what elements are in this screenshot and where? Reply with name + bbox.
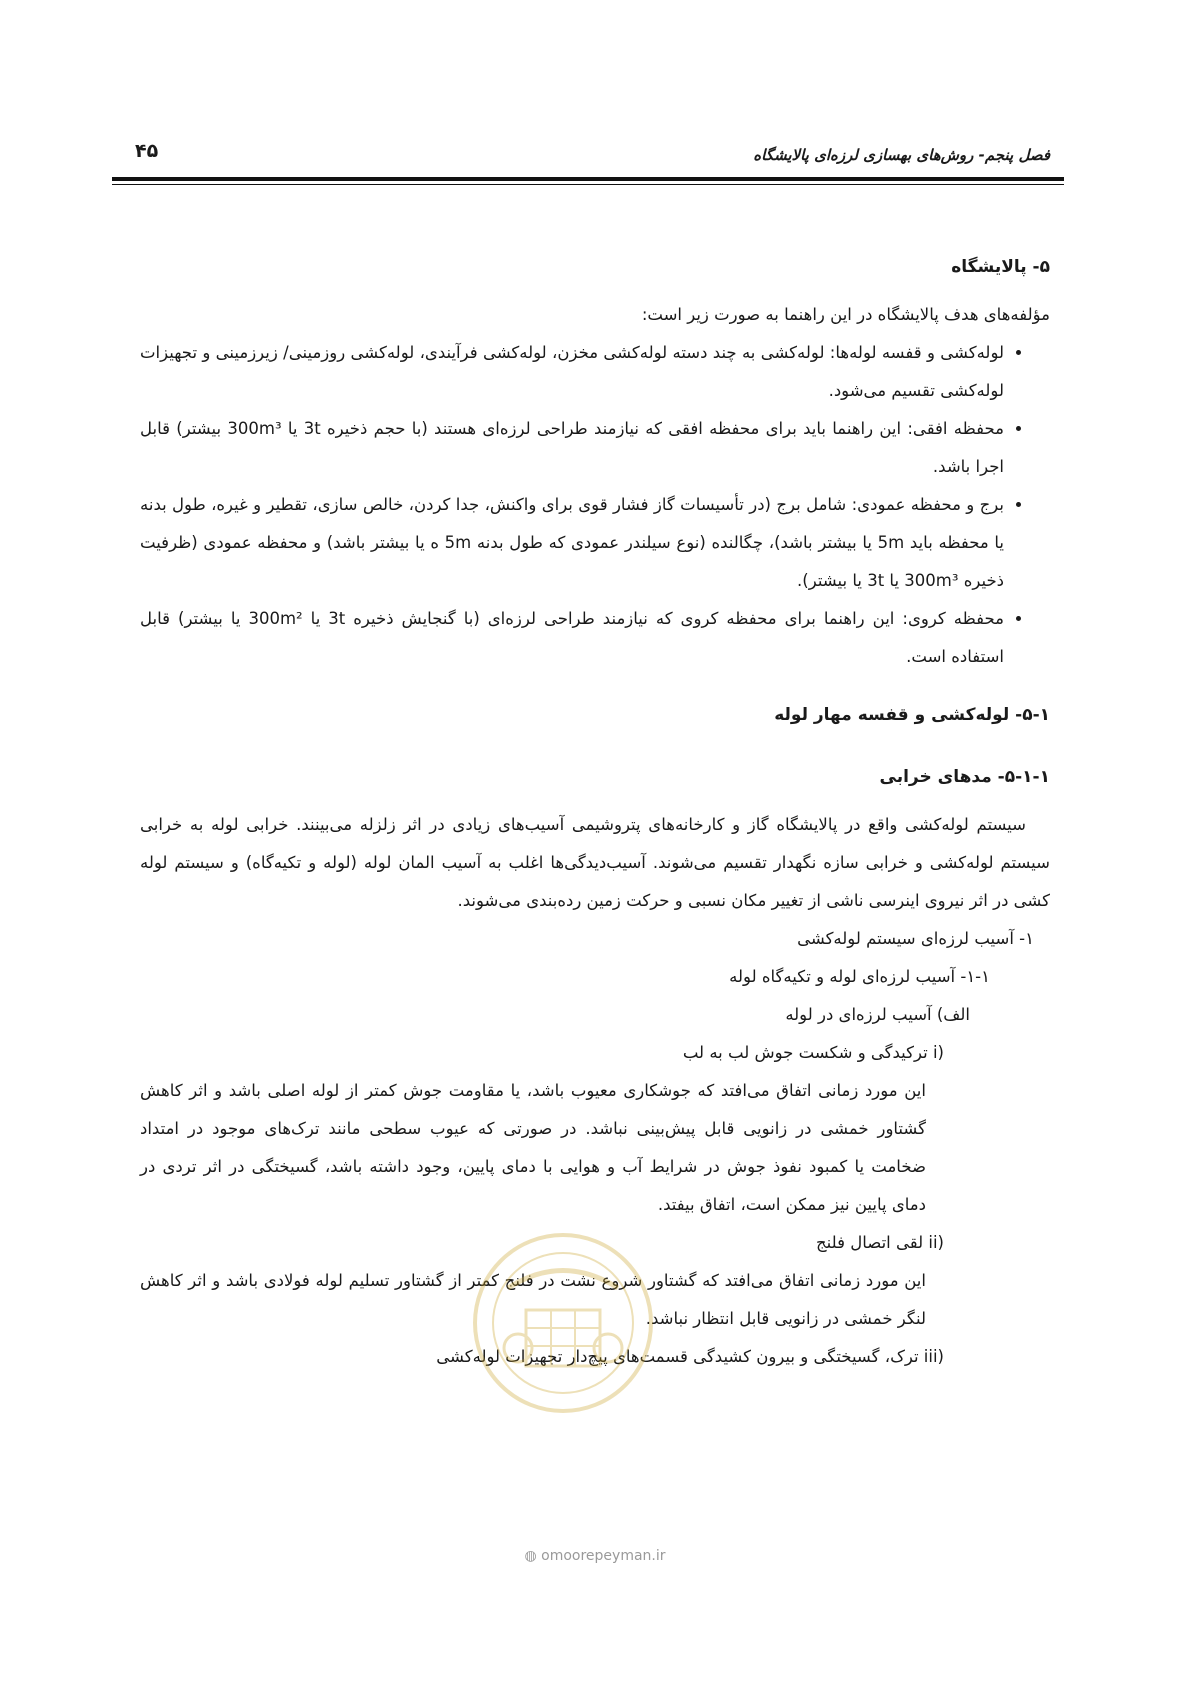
list-item-ii-label: لقی اتصال فلنج [816, 1233, 924, 1252]
component-list [140, 334, 1050, 676]
list-item-iii [140, 1338, 1050, 1376]
footer-url-text: omoorepeyman.ir [541, 1548, 666, 1564]
section-heading-5-1: ۵-۱- لوله‌کشی و قفسه مهار لوله [774, 705, 1050, 725]
list-item-i-number: i) [932, 1043, 944, 1062]
header-rule-thin [112, 184, 1064, 185]
page-content [140, 248, 1050, 1376]
bullet-piping: • لوله‌کشی و قفسه لوله‌ها: لوله‌کشی به چند دسته لوله‌کشی مخزن، لوله‌کشی فرآیندی، لوله‌کشی روزمینی/ زیرزمینی و تجهیزات لوله‌کشی تقسیم می‌شود. [140, 334, 1004, 410]
globe-icon: ◍ [524, 1548, 537, 1564]
list-item-iii-number: iii) [923, 1347, 944, 1366]
header-rule-thick [112, 177, 1064, 181]
list-item-ii [140, 1224, 1050, 1262]
bullet-tower-vertical-vessel: • برج و محفظه عمودی: شامل برج (در تأسیسات گاز فشار قوی برای واکنش، جدا کردن، خالص سازی، تقطیر و غیره، طول بدنه یا محفظه باید 5m یا بیشتر باشد)، چگالنده (نوع سیلندر عمودی که طول بدنه 5m ه یا بیشتر باشد) و محفظه عمودی (ظرفیت ذخیره 300m³ یا 3t یا بیشتر). [140, 486, 1004, 600]
list-item-i-label: ترکیدگی و شکست جوش لب به لب [682, 1043, 928, 1062]
bullet-spherical-vessel: • محفظه کروی: این راهنما برای محفظه کروی که نیازمند طراحی لرزه‌ای (با گنجایش ذخیره 3t یا 300m² یا بیشتر) قابل استفاده است. [140, 600, 1004, 676]
list-item-iii-label: ترک، گسیختگی و بیرون کشیدگی قسمت‌های پیچ‌دار تجهیزات لوله‌کشی [436, 1347, 919, 1366]
section-intro: مؤلفه‌های هدف پالایشگاه در این راهنما به صورت زیر است: [641, 305, 1050, 324]
chapter-title: فصل پنجم- روش‌های بهسازی لرزه‌ای پالایشگاه [753, 146, 1050, 164]
section-heading-5: ۵- پالایشگاه [951, 257, 1050, 277]
list-item-ii-number: ii) [928, 1233, 944, 1252]
page-number: ۴۵ [135, 140, 159, 162]
footer-url[interactable] [0, 1548, 1190, 1564]
section-heading-5-1-1: ۵-۱-۱- مدهای خرابی [879, 767, 1050, 787]
list-item-i-text: این مورد زمانی اتفاق می‌افتد که جوشکاری معیوب باشد، یا مقاومت جوش کمتر از لوله اصلی باشد و اثر کاهش گشتاور خمشی در زانویی قابل پیش‌بینی نباشد. در صورتی که عیوب سطحی مانند ترک‌های موجود در امتداد ضخامت یا کمبود نفوذ جوش در شرایط آب و هوایی با دمای پایین، وجود داشته باشد، گسیختگی در اثر تردی در دمای پایین نیز ممکن است، اتفاق بیفتد. [140, 1081, 926, 1214]
bullet-horizontal-vessel: • محفظه افقی: این راهنما باید برای محفظه افقی که نیازمند طراحی لرزه‌ای هستند (با حجم ذخیره 3t یا 300m³ بیشتر) قابل اجرا باشد. [140, 410, 1004, 486]
list-item-1-1: ۱-۱- آسیب لرزه‌ای لوله و تکیه‌گاه لوله [729, 967, 990, 986]
list-item-1: ۱- آسیب لرزه‌ای سیستم لوله‌کشی [797, 929, 1034, 948]
list-item-alef: الف) آسیب لرزه‌ای در لوله [785, 1005, 970, 1024]
failure-modes-paragraph: سیستم لوله‌کشی واقع در پالایشگاه گاز و کارخانه‌های پتروشیمی آسیب‌های زیادی در اثر زلزله می‌بینند. خرابی لوله به خرابی سیستم لوله‌کشی و خرابی سازه نگهدار تقسیم می‌شوند. آسیب‌دیدگی‌ها اغلب به آسیب المان لوله (لوله و تکیه‌گاه) و سیستم لوله کشی در اثر نیروی اینرسی ناشی از تغییر مکان نسبی و حرکت زمین رده‌بندی می‌شوند. [140, 815, 1050, 910]
list-item-ii-text: این مورد زمانی اتفاق می‌افتد که گشتاور شروع نشت در فلنج کمتر از گشتاور تسلیم لوله فولادی باشد و اثر کاهش لنگر خمشی در زانویی قابل انتظار نباشد. [140, 1271, 926, 1328]
list-item-i [140, 1034, 1050, 1072]
